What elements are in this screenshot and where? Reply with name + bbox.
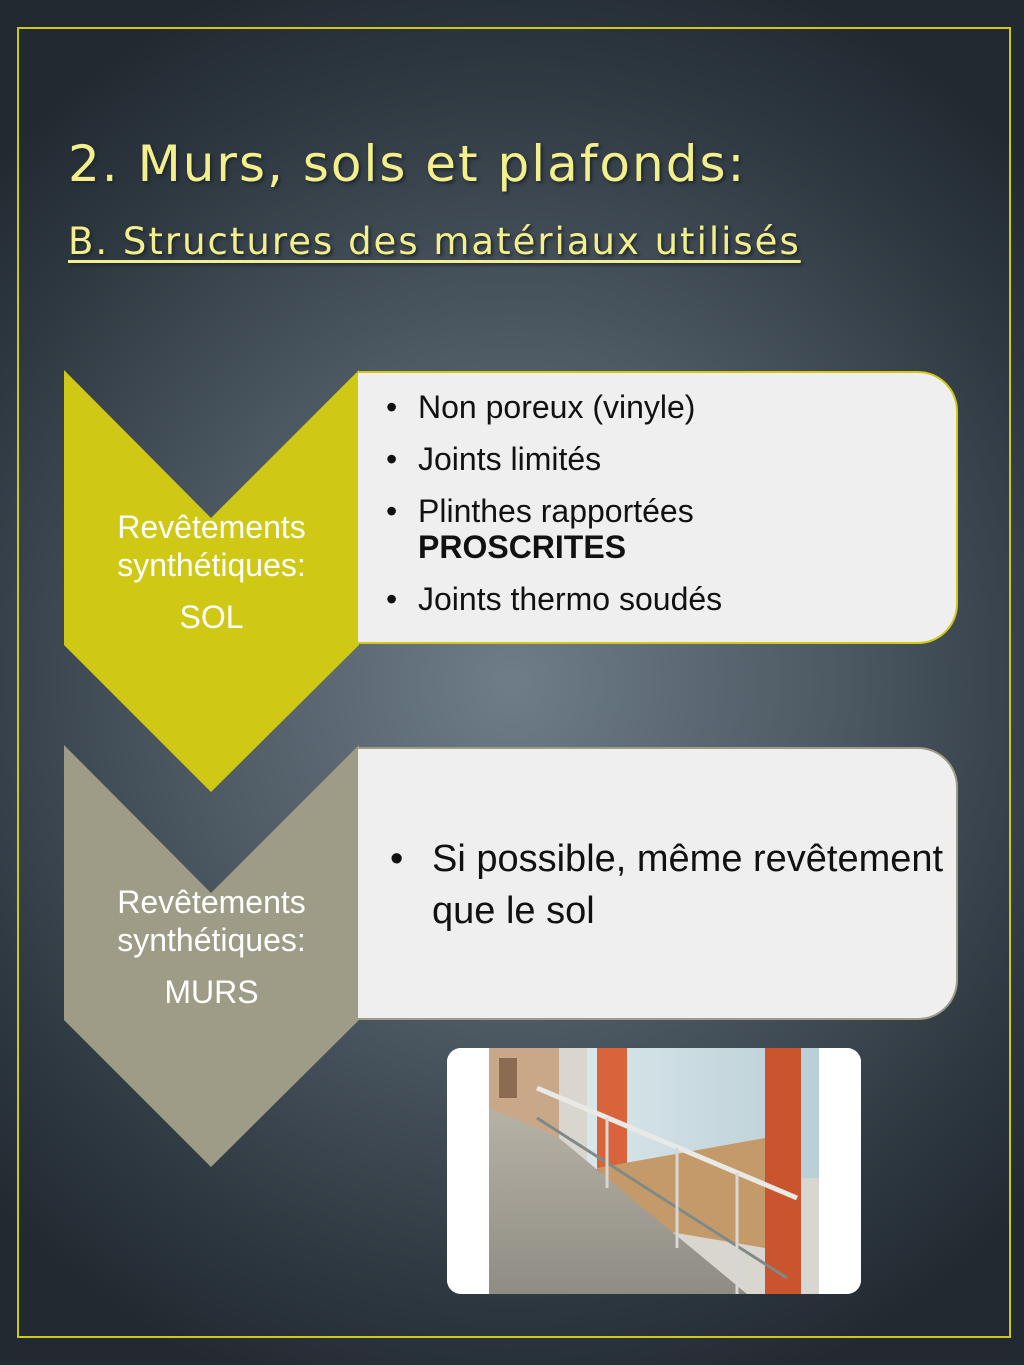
bullet-item: • Joints limités — [386, 439, 722, 479]
chevron-label-abbr: SOL — [179, 599, 244, 635]
chevron-label-abbr: MURS — [164, 974, 259, 1010]
panel-murs — [358, 747, 958, 1020]
chevron-label-sol — [64, 508, 359, 636]
bullet-list-sol — [386, 387, 722, 631]
bullet-item: • Non poreux (vinyle) — [386, 387, 722, 427]
chevron-sol — [64, 370, 359, 792]
chevron-label-murs — [64, 883, 359, 1011]
bullet-emphasis: PROSCRITES — [418, 529, 627, 565]
chevron-label-line1: Revêtements — [117, 509, 306, 545]
slide-subtitle: B. Structures des matériaux utilisés — [68, 220, 801, 263]
bullet-list-murs — [390, 833, 956, 937]
chevron-murs — [64, 745, 359, 1167]
bullet-item: • Joints thermo soudés — [386, 579, 722, 619]
panel-sol — [358, 371, 958, 644]
corridor-photo — [447, 1048, 861, 1294]
bullet-item: • Si possible, même revêtement que le sol — [390, 833, 956, 937]
slide-title: 2. Murs, sols et plafonds: — [68, 135, 747, 193]
chevron-label-line2: synthétiques: — [117, 922, 306, 958]
chevron-label-line2: synthétiques: — [117, 547, 306, 583]
corridor-photo-image — [447, 1048, 861, 1294]
chevron-label-line1: Revêtements — [117, 884, 306, 920]
bullet-item: • Plinthes rapportées PROSCRITES — [386, 491, 722, 567]
